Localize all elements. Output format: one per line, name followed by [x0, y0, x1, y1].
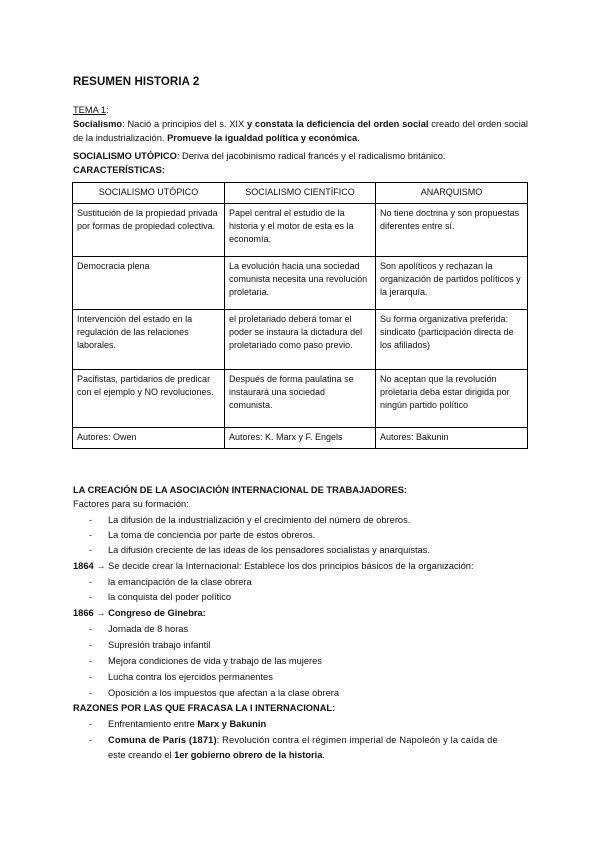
razon1-bold: Marx y Bakunin [197, 719, 267, 729]
list-item: Lucha contra los ejercidos permanentes [108, 672, 273, 682]
table-row [73, 257, 528, 310]
table-row [73, 370, 528, 428]
caracteristicas-table [72, 182, 528, 449]
table-header: SOCIALISMO CIENTÍFICO [225, 183, 376, 204]
table-cell: No aceptan que la revolución proletaria deba estar dirigida por ningún partido político [376, 370, 528, 428]
list-bullet: - [89, 577, 93, 587]
tema-colon: : [106, 105, 109, 115]
list-item: La difusión de la industrialización y el crecimiento del número de obreros. [108, 515, 411, 525]
table-cell: Intervención del estado en la regulación de las relaciones laborales. [73, 310, 225, 370]
razon2-bold: Comuna de París (1871) [108, 735, 217, 745]
table-header: ANARQUISMO [376, 183, 528, 204]
razon2-end: . [322, 750, 326, 760]
razon2-line2-bold: 1er gobierno obrero de la historia [174, 750, 323, 760]
list-bullet: - [89, 640, 93, 650]
list-bullet: - [89, 688, 93, 698]
list-bullet: - [89, 735, 93, 745]
socialismo-definition [73, 117, 528, 145]
table-cell: No tiene doctrina y son propuestas diferentes entre sí. [376, 204, 528, 257]
razon1-text: Enfrentamiento entre [108, 719, 198, 729]
list-item: Mejora condiciones de vida y trabajo de las mujeres [108, 656, 322, 666]
table-cell: Sustitución de la propiedad privada por formas de propiedad colectiva. [73, 204, 225, 257]
table-row [73, 204, 528, 257]
utopico-text: : Deriva del jacobinismo radical francés y el radicalismo británico. [176, 151, 446, 161]
table-cell: Autores: Owen [73, 428, 225, 449]
year-1864-line [73, 559, 528, 573]
list-bullet: - [89, 530, 93, 540]
table-header-row [73, 183, 528, 204]
socialismo-bold-2: Promueve la igualdad política y económica [167, 133, 358, 143]
utopico-label: SOCIALISMO UTÓPICO [73, 151, 177, 161]
table-cell: Autores: Bakunin [376, 428, 528, 449]
list-bullet: - [89, 592, 93, 602]
socialismo-text-1: : Nació a principios del s. XIX [122, 119, 247, 129]
list-item: Oposición a los impuestos que afectan a la clase obrera [108, 688, 340, 698]
table-cell: Papel central el estudio de la historia y el motor de esta es la economía. [225, 204, 376, 257]
list-item: la emancipación de la clase obrera [108, 577, 252, 587]
razones-heading [73, 701, 528, 715]
year-1866-line [73, 606, 528, 620]
year-1866-label: 1866 → Congreso de Ginebra: [73, 608, 206, 618]
ait-heading [73, 483, 528, 497]
list-bullet: - [89, 545, 93, 555]
razon2-text: : Revolución contra el régimen imperial de Napoleón y la caída de [216, 735, 498, 745]
socialismo-bold-1: y constata la deficiencia del orden social [246, 119, 429, 129]
list-bullet: - [89, 515, 93, 525]
document-title: RESUMEN HISTORIA 2 [73, 76, 200, 88]
table-cell: La evolución hacia una sociedad comunista necesita una revolución proletaria. [225, 257, 376, 310]
tema-label: TEMA 1 [73, 105, 107, 115]
table-cell: Autores: K. Marx y F. Engels [225, 428, 376, 449]
factores-heading: Factores para su formación: [73, 499, 189, 509]
table-cell: el proletariado deberá tomar el poder se instaura la dictadura del proletariado como paso previo. [225, 310, 376, 370]
table-cell: Su forma organizativa preferida: sindicato (participación directa de los afiliados) [376, 310, 528, 370]
list-item-continuation [108, 748, 325, 762]
list-item [108, 733, 498, 747]
caracteristicas-label: CARACTERÍSTICAS: [73, 165, 165, 175]
socialismo-utopico-definition [73, 149, 528, 163]
tema-heading [73, 103, 528, 117]
year-1864-text: → Se decide crear la Internacional: Establece los dos principios básicos de la organización: [93, 561, 474, 571]
table-header: SOCIALISMO UTÓPICO [73, 183, 225, 204]
list-item: Jornada de 8 horas [108, 624, 189, 634]
list-item: Supresión trabajo infantil [108, 640, 211, 650]
socialismo-label: Socialismo [73, 119, 123, 129]
list-item: La toma de conciencia por parte de estos obreros. [108, 530, 316, 540]
list-bullet: - [89, 624, 93, 634]
table-row [73, 310, 528, 370]
razones-heading-text: RAZONES POR LAS QUE FRACASA LA I INTERNACIONAL: [73, 703, 336, 713]
list-bullet: - [89, 672, 93, 682]
list-bullet: - [89, 719, 93, 729]
table-cell: Democracia plena [73, 257, 225, 310]
list-bullet: - [89, 656, 93, 666]
list-item [108, 717, 266, 731]
caracteristicas-heading [73, 163, 528, 177]
table-row [73, 428, 528, 449]
list-item: la conquista del poder político [108, 592, 232, 602]
razon2-line2-text: este creando el [108, 750, 175, 760]
socialismo-end: . [357, 133, 360, 143]
table-cell: Pacifistas, partidarios de predicar con el ejemplo y NO revoluciones. [73, 370, 225, 428]
year-1864-label: 1864 [73, 561, 94, 571]
table-cell: Son apolíticos y rechazan la organización de partidos políticos y la jerarquía. [376, 257, 528, 310]
table-cell: Después de forma paulatina se instaurará una sociedad comunista. [225, 370, 376, 428]
socialismo-text-2: creado del orden social de la industrialización. [73, 119, 529, 143]
list-item: La difusión creciente de las ideas de los pensadores socialistas y anarquistas. [108, 545, 430, 555]
ait-heading-text: LA CREACIÓN DE LA ASOCIACIÓN INTERNACIONAL DE TRABAJADORES: [73, 485, 408, 495]
